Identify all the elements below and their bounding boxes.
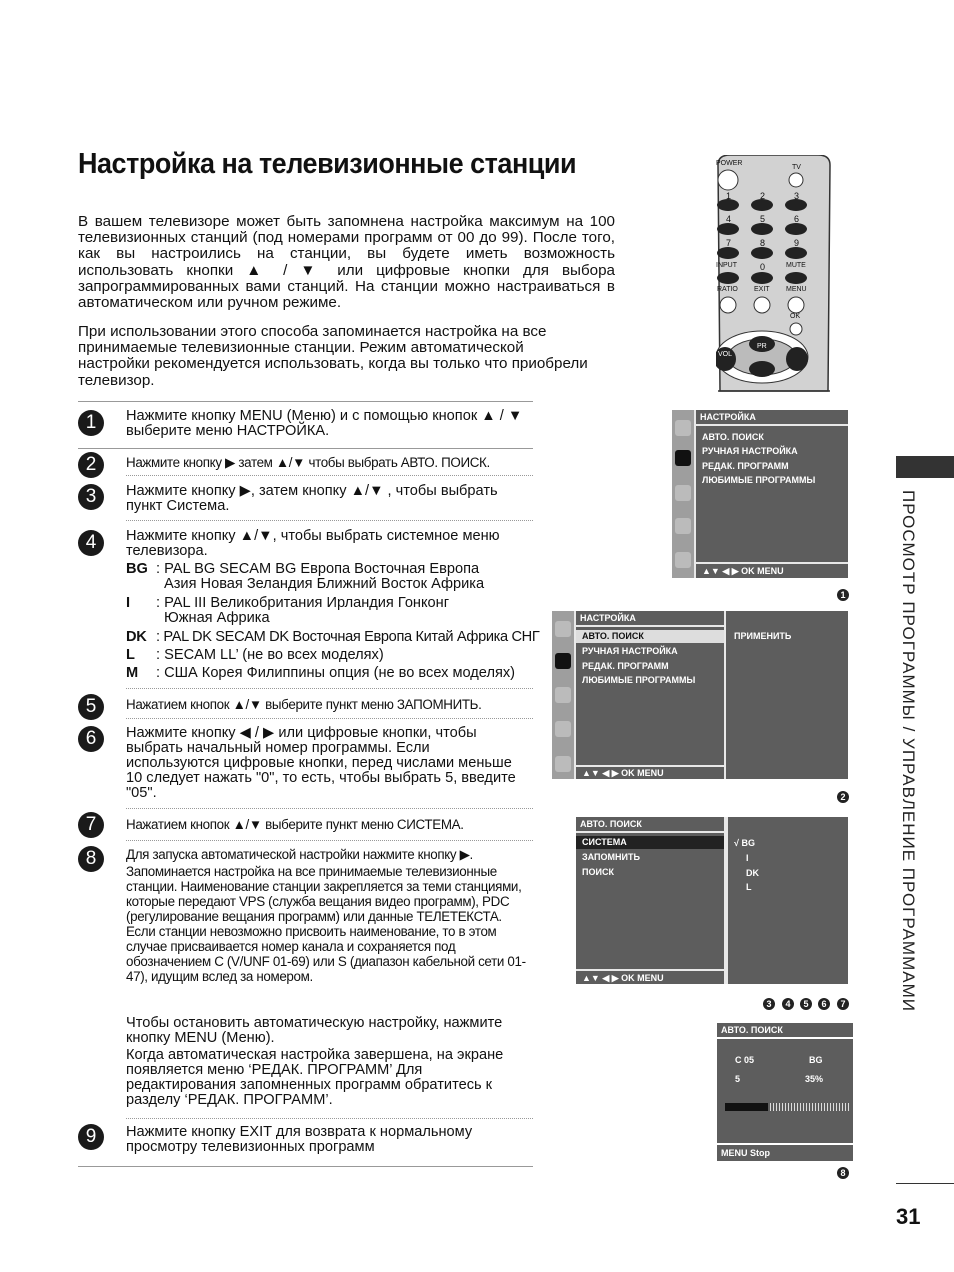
osd2-sub-apply: ПРИМЕНИТЬ — [734, 631, 792, 641]
osd1-footer: ▲▼ ◀ ▶ OK MENU — [702, 566, 784, 576]
step-number-3: 3 — [78, 484, 104, 510]
osd4-channel: C 05 — [735, 1055, 755, 1065]
section-side-label: ПРОСМОТР ПРОГРАММЫ / УПРАВЛЕНИЕ ПРОГРАММАМИ — [899, 490, 918, 1012]
remote-menu-label: MENU — [786, 286, 807, 293]
step-3-text: Нажмите кнопку ▶, затем кнопку ▲/▼ , чтобы выбрать пункт Система. — [126, 483, 498, 514]
step-8-stop: Чтобы остановить автоматическую настройку, нажмите кнопку MENU (Меню). — [126, 1015, 503, 1046]
system-bg-cont: Азия Новая Зеландия Ближний Восток Африка — [164, 576, 485, 592]
osd3-option-l: L — [746, 882, 752, 892]
osd3-badge-5: 5 — [800, 998, 812, 1010]
system-m: M : США Корея Филиппины опция (не во всех моделях) — [126, 665, 516, 681]
osd3-item-3: ПОИСК — [582, 867, 614, 877]
system-i-cont: Южная Африка — [164, 610, 270, 626]
osd4-percent: 35% — [805, 1074, 824, 1084]
intro-paragraph-1: В вашем телевизоре может быть запомнена настройка максимум на 100 телевизионных станций (под номерами программ от 00 до 99). После того, как вы настроились на станции, вы будете иметь возможность использовать кнопки ▲ / ▼ или цифровые кнопки для выбора запрограммированных вами станций. На станции можно настраиваться в автоматическом или ручном режиме. — [78, 213, 615, 312]
osd-system-menu — [576, 817, 848, 984]
step-7-text: Нажатием кнопок ▲/▼ выберите пункт меню СИСТЕМА. — [126, 817, 464, 832]
digit-7: 7 — [726, 238, 732, 248]
osd1-header: НАСТРОЙКА — [700, 412, 756, 422]
digit-3: 3 — [794, 191, 800, 201]
remote-tv-label: TV — [792, 164, 801, 171]
system-l: L : SECAM LL’ (не во всех моделях) — [126, 647, 384, 663]
remote-mute-label: MUTE — [786, 262, 806, 269]
osd3-item-1: СИСТЕМА — [582, 837, 627, 847]
step-8-body: Запоминается настройка на все принимаемые телевизионные станции. Наименование станции закрепляется за теми станциями, которые передают VPS (служба вещания видео программ), PDC (регулирование вещания программ) или данные ТЕЛЕТЕКСТА. Если станции невозможно присвоить наименование, то в этом случае присваивается номер канала и сохраняется под обозначением C (V/UNF 01-69) или S (диапазон кабельной сети 01-47), идущим вслед за номером. — [126, 864, 526, 984]
osd4-program: 5 — [735, 1074, 741, 1084]
osd3-footer: ▲▼ ◀ ▶ OK MENU — [582, 973, 664, 983]
osd2-footer: ▲▼ ◀ ▶ OK MENU — [582, 768, 664, 778]
digit-2: 2 — [760, 191, 766, 201]
osd2-badge: 2 — [837, 791, 849, 803]
remote-control-illustration — [716, 155, 832, 398]
intro-paragraph-2: При использовании этого способа запоминается настройка на все принимаемые телевизионные станции. Режим автоматической настройки рекомендуется использовать, когда вы только что приобрели телевизор. — [78, 323, 588, 389]
osd1-item-4: ЛЮБИМЫЕ ПРОГРАММЫ — [702, 475, 816, 485]
osd4-header: АВТО. ПОИСК — [721, 1025, 783, 1035]
osd3-badge-4: 4 — [782, 998, 794, 1010]
step-number-2: 2 — [78, 452, 104, 478]
section-tab-marker — [896, 456, 954, 478]
osd3-header: АВТО. ПОИСК — [580, 819, 642, 829]
step-5-text: Нажатием кнопок ▲/▼ выберите пункт меню ЗАПОМНИТЬ. — [126, 697, 482, 712]
remote-input-label: INPUT — [716, 262, 737, 269]
osd1-item-1: АВТО. ПОИСК — [702, 432, 764, 442]
step-1-text: Нажмите кнопку MENU (Меню) и с помощью кнопок ▲ / ▼ выберите меню НАСТРОЙКА. — [126, 408, 523, 439]
step-2-text: Нажмите кнопку ▶ затем ▲/▼ чтобы выбрать АВТО. ПОИСК. — [126, 455, 490, 470]
step-number-1: 1 — [78, 410, 104, 436]
osd4-system: BG — [809, 1055, 823, 1065]
osd2-item-2: РУЧНАЯ НАСТРОЙКА — [582, 646, 678, 656]
system-dk: DK : PAL DK SECAM DK Восточная Европа Китай Африка СНГ — [126, 629, 540, 645]
remote-power-label: POWER — [716, 160, 743, 167]
system-bg: BG : PAL BG SECAM BG Европа Восточная Европа — [126, 561, 480, 577]
osd4-badge: 8 — [837, 1167, 849, 1179]
osd-search-progress — [717, 1023, 853, 1161]
osd4-progress-track — [725, 1103, 849, 1111]
step-4-text: Нажмите кнопку ▲/▼, чтобы выбрать системное меню телевизора. — [126, 528, 500, 559]
osd3-option-bg: √ BG — [734, 838, 755, 848]
page-number-rule — [896, 1183, 954, 1184]
step-8-done: Когда автоматическая настройка завершена, на экране появляется меню ‘РЕДАК. ПРОГРАММ’ Для редактирования запомненных программ обратитесь к разделу ‘РЕДАК. ПРОГРАММ’. — [126, 1047, 504, 1108]
osd1-item-3: РЕДАК. ПРОГРАММ — [702, 461, 789, 471]
remote-pr-label: PR — [757, 343, 767, 350]
osd-autosearch-menu — [552, 611, 848, 779]
osd2-item-3: РЕДАК. ПРОГРАММ — [582, 661, 669, 671]
step-number-4: 4 — [78, 530, 104, 556]
page-number: 31 — [896, 1204, 921, 1229]
remote-exit-label: EXIT — [754, 286, 770, 293]
digit-9: 9 — [794, 238, 800, 248]
osd4-progress-fill — [725, 1103, 768, 1111]
step-8-text: Для запуска автоматической настройки нажмите кнопку ▶. — [126, 847, 473, 862]
osd3-option-dk: DK — [746, 868, 759, 878]
remote-ok-label: OK — [790, 313, 801, 320]
step-9-text: Нажмите кнопку EXIT для возврата к нормальному просмотру телевизионных программ — [126, 1124, 473, 1155]
osd3-option-i: I — [746, 853, 749, 863]
osd4-footer: MENU Stop — [721, 1148, 770, 1158]
step-number-5: 5 — [78, 694, 104, 720]
remote-vol-label: VOL — [718, 351, 733, 358]
digit-1: 1 — [726, 191, 732, 201]
digit-8: 8 — [760, 238, 766, 248]
step-6-text: Нажмите кнопку ◀ / ▶ или цифровые кнопки, чтобы выбрать начальный номер программы. Если используются цифровые кнопки, перед числами меньше 10 следует нажать "0", то есть, чтобы выбрать 5, введите "05". — [126, 725, 516, 801]
step-number-6: 6 — [78, 726, 104, 752]
osd3-badge-6: 6 — [818, 998, 830, 1010]
system-i: I : PAL III Великобритания Ирландия Гонконг — [126, 595, 450, 611]
digit-5: 5 — [760, 214, 766, 224]
osd3-badge-3: 3 — [763, 998, 775, 1010]
digit-4: 4 — [726, 214, 732, 224]
osd2-item-4: ЛЮБИМЫЕ ПРОГРАММЫ — [582, 675, 696, 685]
page-title: Настройка на телевизионные станции — [78, 148, 577, 180]
osd1-item-2: РУЧНАЯ НАСТРОЙКА — [702, 446, 798, 456]
step-number-9: 9 — [78, 1124, 104, 1150]
digit-0: 0 — [760, 262, 766, 272]
osd3-item-2: ЗАПОМНИТЬ — [582, 852, 640, 862]
osd-setup-menu — [672, 410, 848, 578]
osd3-badge-7: 7 — [837, 998, 849, 1010]
digit-6: 6 — [794, 214, 800, 224]
osd2-header: НАСТРОЙКА — [580, 613, 636, 623]
step-number-7: 7 — [78, 812, 104, 838]
osd1-badge: 1 — [837, 589, 849, 601]
step-number-8: 8 — [78, 846, 104, 872]
osd2-item-1: АВТО. ПОИСК — [582, 631, 644, 641]
remote-ratio-label: RATIO — [717, 286, 738, 293]
